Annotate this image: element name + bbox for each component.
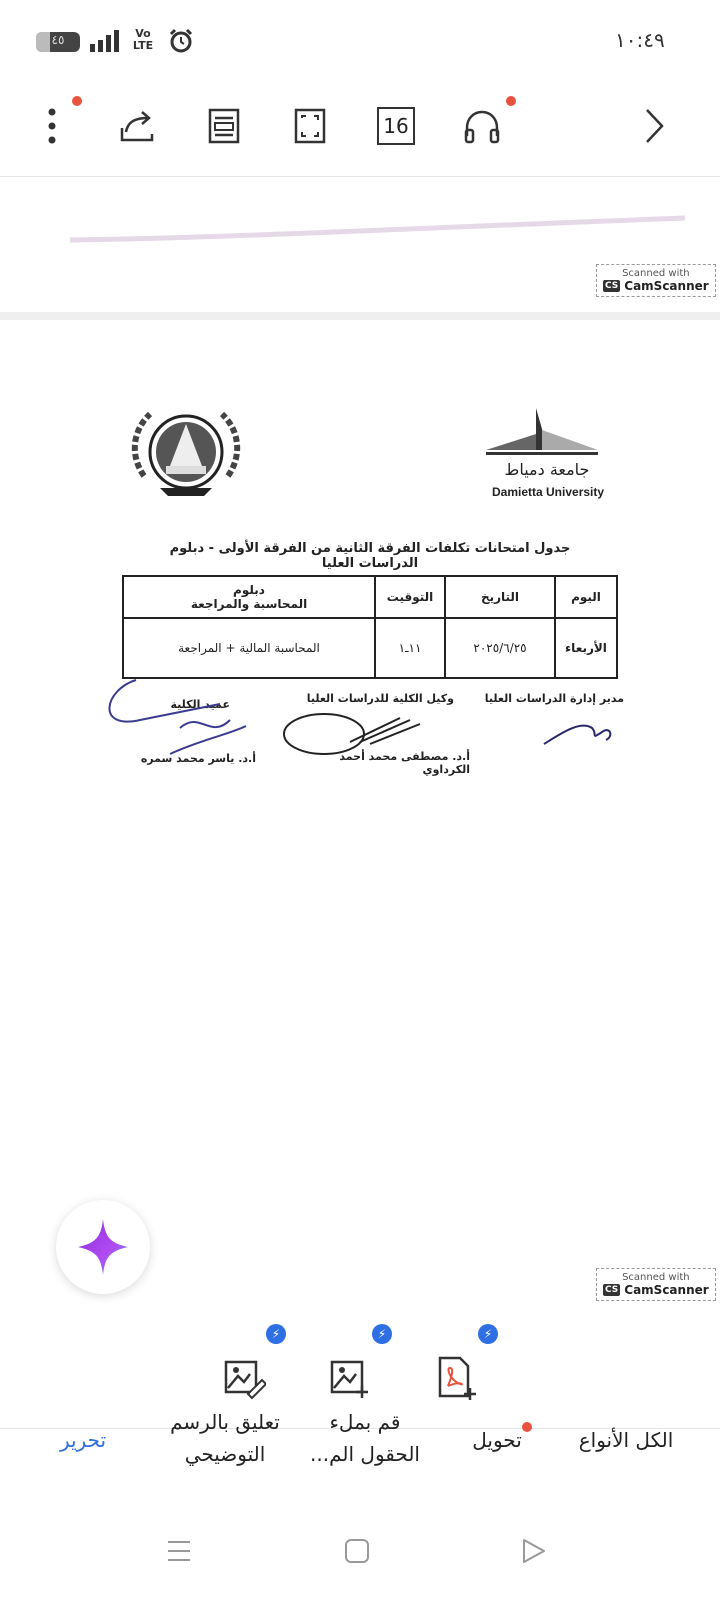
signature-label-vice-dean: وكيل الكلية للدراسات العليا <box>306 692 454 705</box>
more-options-icon[interactable] <box>30 104 74 148</box>
annotate-image-tool[interactable] <box>222 1356 268 1402</box>
share-icon[interactable] <box>116 104 160 148</box>
convert-badge <box>522 1422 532 1432</box>
battery-level: ٤٥ <box>51 33 65 47</box>
header-divider <box>0 176 720 177</box>
fullscreen-icon[interactable] <box>288 104 332 148</box>
page-separator <box>0 312 720 320</box>
dean-name: أ.د. ياسر محمد سمره <box>140 752 256 765</box>
university-name: Damietta University <box>492 485 605 499</box>
fill-fields-line2: الحقول الم... <box>310 1442 420 1466</box>
header-date: التاريخ <box>445 576 555 618</box>
header-diploma <box>123 576 375 618</box>
cell-day: الأربعاء <box>555 618 617 678</box>
more-options-badge <box>72 96 82 106</box>
document-title: جدول امتحانات تكلفات الفرقة الثانية من الفرقة الأولى - دبلوم الدراسات العليا <box>169 541 571 571</box>
tab-edit[interactable]: تحرير <box>59 1428 107 1452</box>
pdf-add-icon <box>436 1356 480 1400</box>
dean-signature <box>100 670 250 760</box>
tab-fill-fields[interactable] <box>300 1406 430 1470</box>
back-icon[interactable] <box>520 1538 546 1564</box>
signature-label-dean: عميد الكلية <box>170 698 230 711</box>
vice-dean-name: أ.د. مصطفى محمد أحمد الكرداوي <box>339 750 470 776</box>
camscanner-text: CamScanner <box>624 1283 709 1297</box>
table-row <box>123 618 617 678</box>
premium-bolt-icon: ⚡ <box>266 1324 286 1344</box>
reading-mode-icon[interactable] <box>202 104 246 148</box>
battery-icon <box>36 32 80 52</box>
header-diploma-line2: المحاسبة والمراجعة <box>190 597 308 611</box>
tab-annotate[interactable] <box>160 1406 290 1470</box>
cell-time: ١١ـ١ <box>375 618 445 678</box>
alarm-icon <box>168 28 194 54</box>
camscanner-text: CamScanner <box>624 279 709 293</box>
page-number: 16 <box>377 107 415 145</box>
headphones-icon[interactable] <box>460 104 504 148</box>
header-diploma-line1: دبلوم <box>233 583 265 597</box>
ai-assistant-button[interactable] <box>56 1200 150 1294</box>
fill-fields-line1: قم بملء <box>329 1410 401 1434</box>
sparkle-icon <box>78 1219 128 1275</box>
annotate-line1: تعليق بالرسم <box>170 1410 280 1434</box>
university-logo <box>486 406 604 466</box>
annotate-line2: التوضيحي <box>184 1442 266 1466</box>
camscanner-logo: CS <box>605 281 619 291</box>
camscanner-badge-top <box>596 264 716 297</box>
cell-subject: المحاسبة المالية + المراجعة <box>123 618 375 678</box>
exam-schedule-table <box>122 575 618 679</box>
add-image-tool[interactable] <box>328 1356 374 1402</box>
page-scan-line <box>70 208 690 248</box>
signal-icon <box>90 30 122 52</box>
page-count-button[interactable] <box>374 104 418 148</box>
camscanner-logo: CS <box>605 1285 619 1295</box>
faculty-seal-logo <box>130 406 242 498</box>
status-time: ١٠:٤٩ <box>615 28 665 52</box>
signature-label-manager: مدير إدارة الدراسات العليا <box>484 692 624 705</box>
headphones-badge <box>506 96 516 106</box>
camscanner-badge-bottom <box>596 1268 716 1301</box>
header-time: التوقيت <box>375 576 445 618</box>
scanned-with-text: Scanned with <box>622 268 690 279</box>
manager-signature <box>540 714 620 750</box>
volte-indicator: Vo LTE <box>132 27 154 52</box>
cell-date: ٢٠٢٥/٦/٢٥ <box>445 618 555 678</box>
premium-bolt-icon: ⚡ <box>372 1324 392 1344</box>
add-pdf-tool[interactable] <box>436 1356 482 1402</box>
university-name-ar: جامعة دمياط <box>504 460 590 479</box>
menu-icon[interactable] <box>166 1538 192 1564</box>
scanned-with-text: Scanned with <box>622 1272 690 1283</box>
premium-bolt-icon: ⚡ <box>478 1324 498 1344</box>
image-add-icon <box>328 1356 372 1400</box>
tab-convert[interactable]: تحويل <box>472 1428 522 1452</box>
tab-all-types[interactable]: الكل الأنواع <box>578 1428 674 1452</box>
table-header-row <box>123 576 617 618</box>
header-day: اليوم <box>555 576 617 618</box>
image-edit-icon <box>222 1356 266 1400</box>
home-icon[interactable] <box>344 1538 370 1564</box>
chevron-right-icon[interactable] <box>632 104 676 148</box>
